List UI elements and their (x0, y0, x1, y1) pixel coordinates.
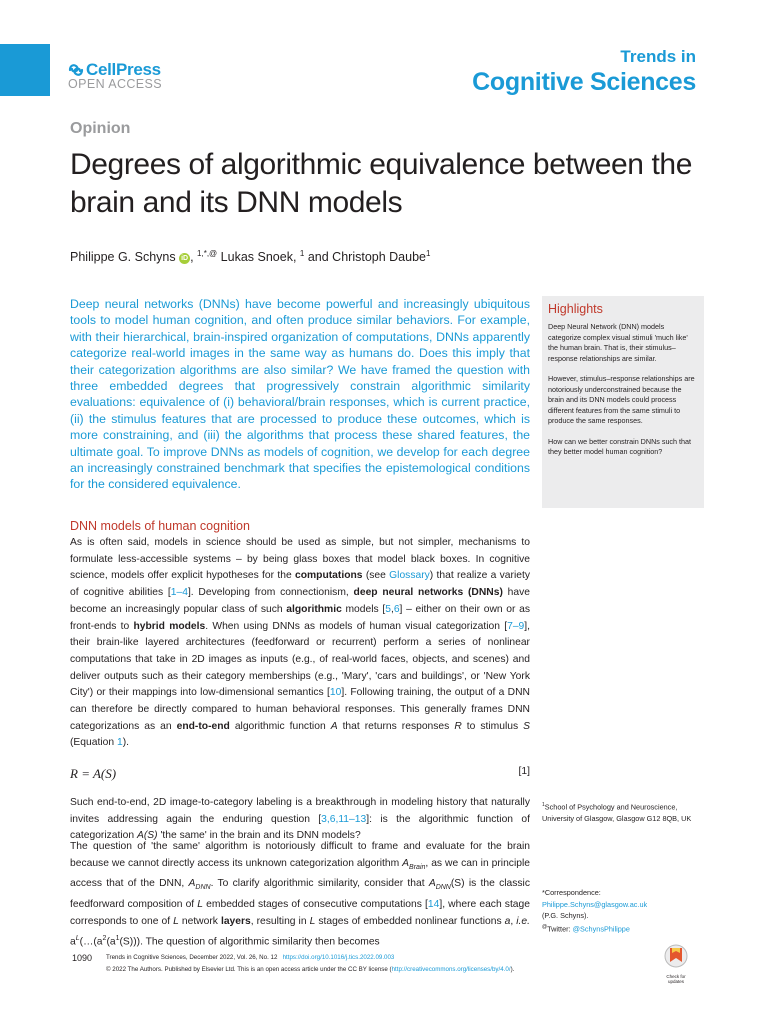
math-superscript: L (75, 934, 80, 942)
citation-link[interactable]: 6 (393, 603, 400, 615)
math-symbol: A (188, 878, 196, 890)
body-paragraph (70, 535, 530, 752)
body-text: , as we can in principle access that of the DNN, (70, 857, 530, 890)
equation (70, 766, 530, 782)
citation-link[interactable]: 1–4 (170, 587, 188, 599)
highlight-item: However, stimulus–response relationships are notoriously underconstrained because the brain and its DNN models could process different features from the same stimuli to produce the same responses. (548, 374, 695, 425)
math-superscript: 1 (115, 934, 120, 942)
equation-link[interactable]: 1 (116, 737, 123, 749)
glossary-term: deep neural networks (DNNs) (353, 587, 503, 599)
highlights-box (542, 296, 704, 508)
math-symbol: L (173, 915, 179, 927)
math-subscript: DNN (195, 884, 211, 892)
correspondence-label: *Correspondence: (542, 888, 601, 897)
article-type: Opinion (70, 120, 131, 137)
body-text: ]. Developing from connectionism, (187, 587, 354, 599)
crossmark-icon (661, 943, 691, 969)
body-text: ]. Following training, the output of a DNN can therefore be directly compared to human behavioral responses. This generally frames DNN categorizations as an (70, 687, 530, 732)
body-text: stages of embedded nonlinear functions (315, 915, 505, 927)
abstract: Deep neural networks (DNNs) have become powerful and increasingly ubiquitous tools to model human cognition, and often produce similar behaviors. For example, with their hierarchical, brain-inspired organization of computations, DNNs apparently categorize real-world images in the same way as humans do. Does this imply that their categorization algorithms are also similar? We have framed the question with three embedded degrees that progressively constrain algorithmic similarity evaluations: equivalence of (i) behavioral/brain responses, which is current practice, (ii) the stimulus features that are processed to produce these outcomes, which is more constraining, and (iii) the algorithms that process these shared features, the ultimate goal. To improve DNNs as models of cognition, we develop for each degree an increasingly constrained benchmark that specifies the epistemological conditions for the considered equivalence. (70, 297, 530, 492)
body-text: As is often said, models in science should be used as simple, but not simpler, mechanisms to formulate less-accessible systems – by being glass boxes that model black boxes. In cognitive science, models offer explicit hypotheses for the (70, 537, 530, 582)
correspondence-name: (P.G. Schyns). (542, 911, 589, 920)
math-symbol: R (454, 720, 462, 732)
math-symbol: A (402, 857, 410, 869)
glossary-link[interactable]: Glossary (389, 570, 430, 582)
math-symbol: A(S) (136, 830, 158, 842)
body-text: that returns responses (337, 720, 455, 732)
body-text: network (178, 915, 221, 927)
doi-link[interactable]: https://doi.org/10.1016/j.tics.2022.09.003 (282, 954, 395, 961)
body-text: have become an increasingly popular class of such (70, 587, 530, 615)
footer-journal-info: Trends in Cognitive Sciences, December 2022, Vol. 26, No. 12 (106, 954, 278, 961)
glossary-term: layers (220, 915, 251, 927)
body-text: a (70, 936, 76, 948)
glossary-term: hybrid models (133, 620, 206, 632)
math-symbol: A (428, 878, 436, 890)
body-text: (see (362, 570, 390, 582)
body-text: , (390, 603, 394, 615)
citation-link[interactable]: 10 (329, 687, 342, 699)
body-text: , resulting in (250, 915, 310, 927)
twitter-line (542, 922, 707, 935)
author-separator: , (190, 250, 198, 265)
body-text: ]: is the algorithmic function of categorization (70, 813, 530, 842)
citation-link[interactable]: 7–9 (507, 620, 525, 632)
body-text: (S) is the classic feedforward composition of (70, 878, 530, 911)
body-text: ] – either on their own or as front-ends to (70, 603, 530, 632)
affiliation-note (542, 800, 707, 824)
citation-link[interactable]: 14 (427, 899, 440, 911)
author-name: and Christoph Daube (307, 250, 426, 265)
body-text: . When using DNNs as models of human visual categorization [ (205, 620, 508, 632)
crossmark-badge[interactable] (661, 943, 691, 984)
body-text: embedded stages of consecutive computations [ (203, 899, 428, 911)
author-list (70, 249, 430, 264)
journal-name-line2: Cognitive Sciences (472, 68, 696, 96)
page-number: 1090 (72, 953, 93, 963)
body-text: ], where each stage corresponds to one of (70, 899, 530, 927)
journal-color-block (0, 44, 50, 96)
open-access-label: OPEN ACCESS (68, 77, 163, 91)
journal-name (472, 46, 696, 96)
body-text: models [ (341, 603, 386, 615)
math-symbol: L (309, 915, 316, 927)
glossary-term: computations (295, 570, 363, 582)
citation-link[interactable]: 5 (385, 603, 391, 615)
glossary-term: algorithmic (286, 603, 342, 615)
correspondence-email-link[interactable]: Philippe.Schyns@glasgow.ac.uk (542, 899, 648, 909)
highlights-heading: Highlights (548, 302, 603, 316)
crossmark-label: Check for updates (666, 974, 686, 984)
body-text: i.e. (516, 915, 530, 927)
math-superscript: 2 (102, 934, 107, 942)
author-name: Philippe G. Schyns (70, 250, 176, 265)
footer-journal-line (106, 954, 394, 961)
affiliation-mark: 1 (542, 802, 545, 808)
author-affiliation-marks: 1,*,@ (197, 249, 218, 258)
body-paragraph (70, 839, 530, 951)
license-text-end: ). (510, 966, 515, 973)
math-symbol: a (504, 915, 511, 927)
license-text: © 2022 The Authors. Published by Elsevier Ltd. This is an open access article under the CC BY license ( (106, 966, 392, 973)
glossary-term: end-to-end (176, 720, 230, 732)
body-text: to stimulus (461, 720, 524, 732)
twitter-mark: @ (542, 923, 548, 930)
equation-number: [1] (518, 766, 530, 777)
cellpress-logo-icon (68, 63, 84, 77)
twitter-handle-link[interactable]: @SchynsPhilippe (572, 923, 630, 933)
body-text: . To clarify algorithmic similarity, consider that (210, 878, 429, 890)
orcid-icon[interactable]: iD (181, 255, 189, 263)
citation-link[interactable]: 3,6,11–13 (321, 813, 367, 825)
license-link[interactable]: http://creativecommons.org/licenses/by/4.0/ (391, 966, 511, 973)
math-subscript: DNN (435, 884, 451, 892)
affiliation-text: School of Psychology and Neuroscience, University of Glasgow, Glasgow G12 8QB, UK (542, 802, 692, 823)
body-text: Such end-to-end, 2D image-to-category labeling is a breakthrough in modeling history that naturally invites addressing again the enduring question [ (70, 797, 530, 825)
body-text: (Equation (70, 737, 117, 749)
body-text: ). (122, 737, 129, 749)
highlight-item: Deep Neural Network (DNN) models categorize complex visual stimuli 'much like' the human brain. That is, their stimulus–response relationships are similar. (548, 322, 688, 363)
twitter-label: Twitter: (547, 923, 573, 933)
body-text: , (510, 915, 517, 927)
body-text: (…(a (79, 936, 103, 948)
body-paragraph (70, 795, 530, 845)
body-text: (S))). The question of algorithmic similarity then becomes (119, 936, 380, 948)
highlight-item: How can we better constrain DNNs such that they better model human cognition? (548, 436, 692, 456)
body-text: 'the same' in the brain and its DNN models? (157, 830, 361, 842)
math-symbol: A (330, 720, 338, 732)
article-title: Degrees of algorithmic equivalence between the brain and its DNN models (70, 148, 692, 219)
math-subscript: Brain (409, 863, 426, 871)
equation-text: R = A(S) (70, 766, 117, 781)
author-affiliation-marks: 1 (299, 249, 305, 258)
footer-license-line (106, 966, 514, 973)
section-heading: DNN models of human cognition (70, 519, 250, 533)
body-text: The question of 'the same' algorithm is notoriously difficult to frame and evaluate for the brain because we cannot directly access its unknown categorization algorithm (70, 841, 530, 869)
author-affiliation-marks: 1 (425, 249, 431, 258)
cellpress-logo[interactable] (68, 61, 162, 91)
math-symbol: S (523, 720, 530, 732)
journal-name-line1: Trends in (620, 47, 696, 66)
logo-text: CellPress (86, 60, 161, 79)
body-text: ) that realize a variety of cognitive abilities [ (70, 570, 530, 599)
author-name: Lukas Snoek, (220, 250, 297, 265)
body-text: ], their brain-like layered architectures (feedforward or recurrent) perform a series of nonlinear computations that take in 2D images as inputs (e.g., of real-world faces, objects, and scenes) and deliver outputs such as their category memberships (e.g., 'Mary', 'cars and buildings', or 'New York City') or their mappings into low-dimensional semantics [ (70, 620, 531, 699)
correspondence-note (542, 887, 707, 934)
body-text: algorithmic function (229, 720, 331, 732)
math-symbol: L (197, 899, 204, 911)
body-text: (a (106, 936, 116, 948)
